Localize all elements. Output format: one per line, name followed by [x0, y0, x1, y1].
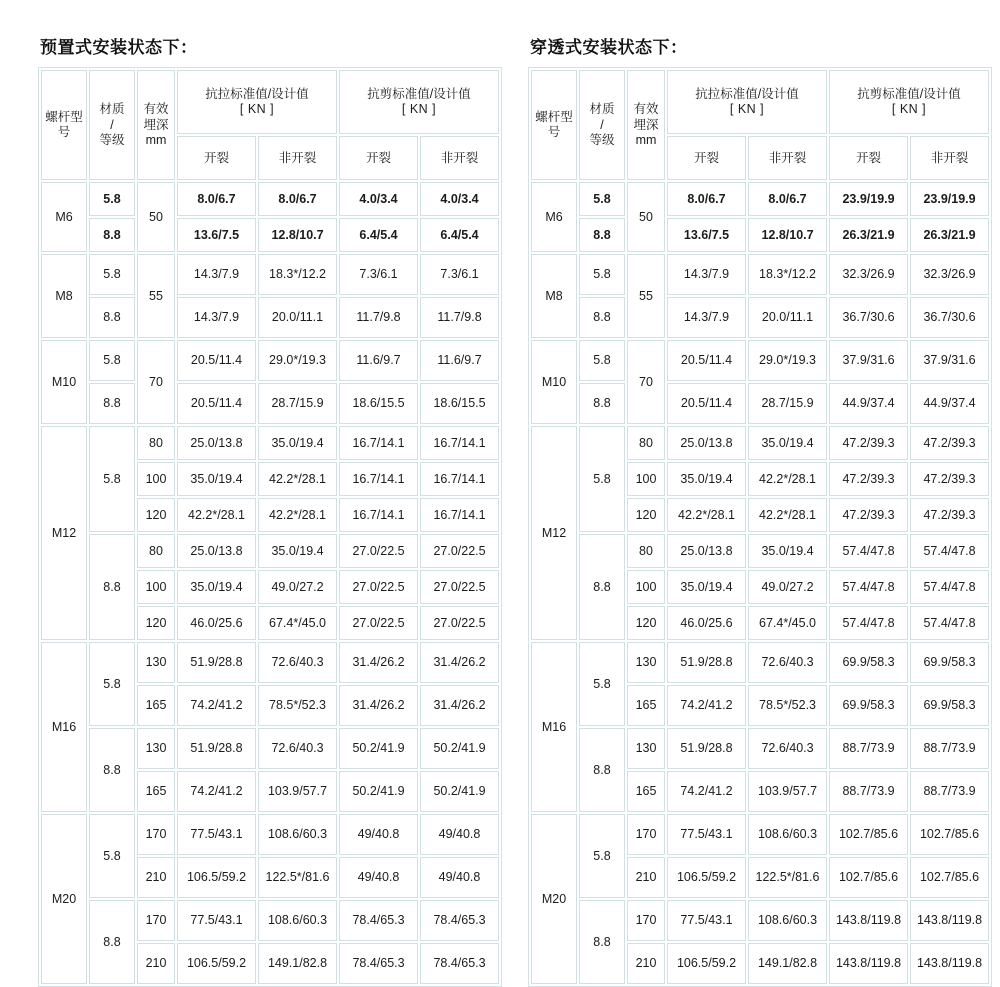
cell-shear-cracked: 27.0/22.5 — [339, 570, 418, 604]
table-row — [41, 728, 499, 769]
cell-shear-cracked: 49/40.8 — [339, 814, 418, 855]
table-row — [531, 297, 989, 338]
cell-shear-uncracked: 50.2/41.9 — [420, 771, 499, 812]
table-row — [41, 182, 499, 216]
cell-shear-uncracked: 37.9/31.6 — [910, 340, 989, 381]
cell-depth: 170 — [137, 814, 175, 855]
cell-shear-cracked: 143.8/119.8 — [829, 943, 908, 984]
cell-shear-uncracked: 57.4/47.8 — [910, 534, 989, 568]
cell-shear-cracked: 143.8/119.8 — [829, 900, 908, 941]
cell-tension-cracked: 35.0/19.4 — [177, 570, 256, 604]
header-depth — [137, 70, 175, 180]
cell-depth: 120 — [137, 606, 175, 640]
cell-shear-cracked: 102.7/85.6 — [829, 814, 908, 855]
spec-table — [38, 67, 502, 987]
cell-depth: 170 — [627, 900, 665, 941]
cell-grade: 5.8 — [89, 340, 135, 381]
cell-shear-uncracked: 27.0/22.5 — [420, 570, 499, 604]
cell-shear-uncracked: 6.4/5.4 — [420, 218, 499, 252]
cell-grade: 5.8 — [579, 254, 625, 295]
cell-depth: 120 — [627, 498, 665, 532]
cell-tension-uncracked: 149.1/82.8 — [258, 943, 337, 984]
cell-tension-uncracked: 72.6/40.3 — [258, 728, 337, 769]
cell-tension-uncracked: 20.0/11.1 — [748, 297, 827, 338]
cell-depth: 80 — [137, 426, 175, 460]
cell-depth: 100 — [627, 570, 665, 604]
cell-shear-cracked: 78.4/65.3 — [339, 943, 418, 984]
header-model: 螺杆型号 — [41, 70, 87, 180]
cell-shear-cracked: 16.7/14.1 — [339, 426, 418, 460]
cell-shear-cracked: 78.4/65.3 — [339, 900, 418, 941]
cell-tension-cracked: 35.0/19.4 — [667, 462, 746, 496]
table-row — [41, 340, 499, 381]
cell-grade: 8.8 — [579, 728, 625, 812]
cell-depth: 130 — [137, 642, 175, 683]
cell-tension-cracked: 42.2*/28.1 — [667, 498, 746, 532]
table-row — [41, 218, 499, 252]
cell-grade: 5.8 — [579, 340, 625, 381]
cell-tension-uncracked: 28.7/15.9 — [748, 383, 827, 424]
cell-depth: 210 — [137, 943, 175, 984]
cell-grade: 8.8 — [89, 383, 135, 424]
cell-shear-cracked: 88.7/73.9 — [829, 771, 908, 812]
header-shear-unit: [ KN ] — [401, 102, 437, 117]
cell-tension-cracked: 25.0/13.8 — [177, 426, 256, 460]
cell-shear-cracked: 37.9/31.6 — [829, 340, 908, 381]
cell-tension-cracked: 25.0/13.8 — [667, 426, 746, 460]
cell-tension-cracked: 106.5/59.2 — [667, 857, 746, 898]
cell-grade: 5.8 — [579, 426, 625, 532]
cell-depth: 210 — [627, 857, 665, 898]
cell-shear-cracked: 11.7/9.8 — [339, 297, 418, 338]
cell-tension-uncracked: 67.4*/45.0 — [258, 606, 337, 640]
cell-shear-uncracked: 49/40.8 — [420, 814, 499, 855]
header-shear-group: 抗剪标准值/设计值 [ KN ] — [339, 70, 499, 134]
cell-tension-uncracked: 35.0/19.4 — [748, 426, 827, 460]
spec-panel-1 — [38, 38, 491, 971]
cell-depth: 120 — [137, 498, 175, 532]
cell-shear-uncracked: 44.9/37.4 — [910, 383, 989, 424]
cell-tension-cracked: 77.5/43.1 — [667, 814, 746, 855]
cell-shear-cracked: 88.7/73.9 — [829, 728, 908, 769]
cell-shear-uncracked: 88.7/73.9 — [910, 771, 989, 812]
table-row — [531, 900, 989, 941]
cell-tension-cracked: 77.5/43.1 — [177, 900, 256, 941]
cell-depth: 100 — [137, 570, 175, 604]
cell-shear-uncracked: 49/40.8 — [420, 857, 499, 898]
cell-tension-uncracked: 78.5*/52.3 — [748, 685, 827, 726]
cell-tension-cracked: 14.3/7.9 — [177, 297, 256, 338]
header-tension-unit: [ KN ] — [239, 102, 275, 117]
table-row — [41, 814, 499, 855]
cell-model-M8: M8 — [531, 254, 577, 338]
cell-tension-cracked: 77.5/43.1 — [667, 900, 746, 941]
cell-shear-uncracked: 32.3/26.9 — [910, 254, 989, 295]
cell-tension-cracked: 25.0/13.8 — [177, 534, 256, 568]
cell-tension-uncracked: 35.0/19.4 — [748, 534, 827, 568]
cell-depth: 50 — [137, 182, 175, 252]
cell-tension-uncracked: 28.7/15.9 — [258, 383, 337, 424]
cell-tension-uncracked: 42.2*/28.1 — [748, 498, 827, 532]
table-row — [41, 534, 499, 568]
cell-depth: 100 — [627, 462, 665, 496]
cell-grade: 8.8 — [579, 534, 625, 640]
header-tension-uncracked: 非开裂 — [258, 136, 337, 180]
cell-shear-uncracked: 57.4/47.8 — [910, 570, 989, 604]
cell-shear-uncracked: 31.4/26.2 — [420, 642, 499, 683]
cell-shear-uncracked: 47.2/39.3 — [910, 462, 989, 496]
cell-model-M10: M10 — [531, 340, 577, 424]
cell-shear-cracked: 50.2/41.9 — [339, 771, 418, 812]
header-shear-group: 抗剪标准值/设计值 [ KN ] — [829, 70, 989, 134]
cell-tension-cracked: 74.2/41.2 — [667, 685, 746, 726]
cell-shear-cracked: 50.2/41.9 — [339, 728, 418, 769]
cell-shear-cracked: 27.0/22.5 — [339, 606, 418, 640]
header-shear-cracked: 开裂 — [829, 136, 908, 180]
cell-model-M6: M6 — [41, 182, 87, 252]
cell-shear-cracked: 16.7/14.1 — [339, 498, 418, 532]
header-tension-unit: [ KN ] — [729, 102, 765, 117]
cell-shear-uncracked: 16.7/14.1 — [420, 426, 499, 460]
cell-tension-cracked: 106.5/59.2 — [667, 943, 746, 984]
cell-shear-uncracked: 57.4/47.8 — [910, 606, 989, 640]
cell-tension-uncracked: 103.9/57.7 — [258, 771, 337, 812]
cell-shear-cracked: 32.3/26.9 — [829, 254, 908, 295]
cell-shear-cracked: 26.3/21.9 — [829, 218, 908, 252]
cell-shear-cracked: 27.0/22.5 — [339, 534, 418, 568]
header-grade — [89, 70, 135, 180]
cell-grade: 8.8 — [579, 383, 625, 424]
cell-tension-uncracked: 35.0/19.4 — [258, 534, 337, 568]
cell-model-M20: M20 — [531, 814, 577, 984]
cell-shear-cracked: 23.9/19.9 — [829, 182, 908, 216]
cell-tension-uncracked: 8.0/6.7 — [258, 182, 337, 216]
cell-tension-uncracked: 8.0/6.7 — [748, 182, 827, 216]
table-row — [531, 814, 989, 855]
cell-shear-uncracked: 16.7/14.1 — [420, 462, 499, 496]
cell-tension-cracked: 14.3/7.9 — [667, 254, 746, 295]
table-header-row-primary — [531, 70, 989, 134]
header-shear-unit: [ KN ] — [891, 102, 927, 117]
table-row — [531, 534, 989, 568]
cell-tension-cracked: 13.6/7.5 — [667, 218, 746, 252]
cell-depth: 80 — [627, 426, 665, 460]
cell-tension-uncracked: 49.0/27.2 — [748, 570, 827, 604]
cell-tension-cracked: 8.0/6.7 — [667, 182, 746, 216]
cell-model-M12: M12 — [531, 426, 577, 640]
cell-tension-uncracked: 149.1/82.8 — [748, 943, 827, 984]
cell-shear-uncracked: 36.7/30.6 — [910, 297, 989, 338]
table-row — [41, 642, 499, 683]
cell-tension-cracked: 20.5/11.4 — [667, 340, 746, 381]
table-row — [531, 728, 989, 769]
cell-grade: 8.8 — [89, 218, 135, 252]
cell-shear-uncracked: 102.7/85.6 — [910, 857, 989, 898]
table-row — [41, 900, 499, 941]
cell-grade: 5.8 — [579, 182, 625, 216]
cell-grade: 8.8 — [89, 728, 135, 812]
cell-shear-cracked: 36.7/30.6 — [829, 297, 908, 338]
cell-tension-cracked: 42.2*/28.1 — [177, 498, 256, 532]
cell-depth: 100 — [137, 462, 175, 496]
cell-depth: 120 — [627, 606, 665, 640]
cell-shear-cracked: 31.4/26.2 — [339, 642, 418, 683]
cell-shear-cracked: 57.4/47.8 — [829, 606, 908, 640]
cell-tension-uncracked: 18.3*/12.2 — [258, 254, 337, 295]
cell-shear-cracked: 18.6/15.5 — [339, 383, 418, 424]
cell-grade: 8.8 — [579, 218, 625, 252]
cell-shear-uncracked: 88.7/73.9 — [910, 728, 989, 769]
cell-tension-cracked: 14.3/7.9 — [667, 297, 746, 338]
cell-shear-uncracked: 102.7/85.6 — [910, 814, 989, 855]
cell-tension-cracked: 25.0/13.8 — [667, 534, 746, 568]
cell-tension-uncracked: 67.4*/45.0 — [748, 606, 827, 640]
cell-tension-uncracked: 12.8/10.7 — [748, 218, 827, 252]
cell-shear-uncracked: 143.8/119.8 — [910, 900, 989, 941]
cell-tension-uncracked: 29.0*/19.3 — [748, 340, 827, 381]
cell-shear-cracked: 47.2/39.3 — [829, 498, 908, 532]
header-depth-line-2: 埋深 — [633, 117, 659, 132]
cell-depth: 70 — [627, 340, 665, 424]
header-depth-line-3: mm — [145, 133, 167, 148]
cell-shear-uncracked: 26.3/21.9 — [910, 218, 989, 252]
table-row — [41, 254, 499, 295]
cell-shear-uncracked: 31.4/26.2 — [420, 685, 499, 726]
cell-shear-cracked: 57.4/47.8 — [829, 570, 908, 604]
cell-tension-cracked: 106.5/59.2 — [177, 857, 256, 898]
cell-shear-uncracked: 4.0/3.4 — [420, 182, 499, 216]
cell-depth: 165 — [627, 771, 665, 812]
header-grade-line-1: 材质 — [99, 101, 125, 116]
cell-shear-uncracked: 11.7/9.8 — [420, 297, 499, 338]
header-tension-group: 抗拉标准值/设计值 [ KN ] — [177, 70, 337, 134]
cell-grade: 5.8 — [89, 642, 135, 726]
header-model: 螺杆型号 — [531, 70, 577, 180]
cell-tension-uncracked: 49.0/27.2 — [258, 570, 337, 604]
cell-grade: 5.8 — [89, 254, 135, 295]
header-grade — [579, 70, 625, 180]
cell-depth: 130 — [627, 728, 665, 769]
header-tension-cracked: 开裂 — [177, 136, 256, 180]
cell-tension-cracked: 74.2/41.2 — [177, 771, 256, 812]
cell-model-M20: M20 — [41, 814, 87, 984]
cell-grade: 8.8 — [89, 534, 135, 640]
cell-shear-uncracked: 16.7/14.1 — [420, 498, 499, 532]
cell-shear-uncracked: 50.2/41.9 — [420, 728, 499, 769]
panel-title: 穿透式安装状态下： — [530, 38, 688, 57]
cell-shear-uncracked: 78.4/65.3 — [420, 900, 499, 941]
cell-depth: 55 — [137, 254, 175, 338]
cell-tension-cracked: 51.9/28.8 — [177, 728, 256, 769]
cell-shear-cracked: 7.3/6.1 — [339, 254, 418, 295]
cell-depth: 50 — [627, 182, 665, 252]
cell-tension-uncracked: 20.0/11.1 — [258, 297, 337, 338]
cell-depth: 130 — [627, 642, 665, 683]
header-grade-line-1: 材质 — [589, 101, 615, 116]
cell-shear-cracked: 44.9/37.4 — [829, 383, 908, 424]
cell-grade: 5.8 — [579, 642, 625, 726]
cell-shear-uncracked: 11.6/9.7 — [420, 340, 499, 381]
cell-shear-uncracked: 69.9/58.3 — [910, 685, 989, 726]
cell-shear-uncracked: 143.8/119.8 — [910, 943, 989, 984]
cell-tension-uncracked: 108.6/60.3 — [258, 900, 337, 941]
header-depth-line-3: mm — [635, 133, 657, 148]
cell-model-M10: M10 — [41, 340, 87, 424]
cell-tension-cracked: 51.9/28.8 — [667, 642, 746, 683]
cell-shear-cracked: 16.7/14.1 — [339, 462, 418, 496]
cell-tension-cracked: 35.0/19.4 — [177, 462, 256, 496]
cell-tension-cracked: 14.3/7.9 — [177, 254, 256, 295]
cell-depth: 165 — [137, 771, 175, 812]
cell-tension-uncracked: 12.8/10.7 — [258, 218, 337, 252]
cell-tension-uncracked: 29.0*/19.3 — [258, 340, 337, 381]
cell-shear-uncracked: 23.9/19.9 — [910, 182, 989, 216]
cell-grade: 8.8 — [579, 297, 625, 338]
table-row — [531, 218, 989, 252]
header-grade-line-3: 等级 — [99, 133, 125, 148]
cell-shear-uncracked: 27.0/22.5 — [420, 606, 499, 640]
cell-depth: 210 — [627, 943, 665, 984]
cell-tension-cracked: 77.5/43.1 — [177, 814, 256, 855]
header-tension-group: 抗拉标准值/设计值 [ KN ] — [667, 70, 827, 134]
cell-shear-cracked: 31.4/26.2 — [339, 685, 418, 726]
cell-tension-uncracked: 122.5*/81.6 — [748, 857, 827, 898]
cell-depth: 55 — [627, 254, 665, 338]
cell-model-M16: M16 — [41, 642, 87, 812]
cell-shear-cracked: 6.4/5.4 — [339, 218, 418, 252]
cell-tension-cracked: 46.0/25.6 — [177, 606, 256, 640]
cell-tension-cracked: 8.0/6.7 — [177, 182, 256, 216]
cell-grade: 5.8 — [89, 814, 135, 898]
cell-shear-uncracked: 47.2/39.3 — [910, 426, 989, 460]
cell-tension-uncracked: 78.5*/52.3 — [258, 685, 337, 726]
cell-tension-cracked: 51.9/28.8 — [177, 642, 256, 683]
cell-shear-uncracked: 7.3/6.1 — [420, 254, 499, 295]
cell-shear-cracked: 102.7/85.6 — [829, 857, 908, 898]
table-row — [41, 426, 499, 460]
cell-tension-cracked: 13.6/7.5 — [177, 218, 256, 252]
cell-model-M12: M12 — [41, 426, 87, 640]
cell-tension-cracked: 20.5/11.4 — [177, 340, 256, 381]
cell-tension-uncracked: 42.2*/28.1 — [258, 462, 337, 496]
table-row — [531, 254, 989, 295]
panel-title: 预置式安装状态下： — [40, 38, 198, 57]
cell-tension-uncracked: 18.3*/12.2 — [748, 254, 827, 295]
cell-tension-cracked: 20.5/11.4 — [177, 383, 256, 424]
cell-tension-uncracked: 42.2*/28.1 — [258, 498, 337, 532]
cell-tension-uncracked: 122.5*/81.6 — [258, 857, 337, 898]
header-depth — [627, 70, 665, 180]
cell-depth: 165 — [137, 685, 175, 726]
cell-grade: 5.8 — [579, 814, 625, 898]
cell-tension-uncracked: 35.0/19.4 — [258, 426, 337, 460]
cell-tension-uncracked: 72.6/40.3 — [748, 642, 827, 683]
header-grade-line-2: / — [600, 117, 604, 132]
table-row — [531, 426, 989, 460]
cell-shear-uncracked: 47.2/39.3 — [910, 498, 989, 532]
cell-shear-uncracked: 27.0/22.5 — [420, 534, 499, 568]
cell-tension-uncracked: 42.2*/28.1 — [748, 462, 827, 496]
cell-depth: 210 — [137, 857, 175, 898]
table-row — [41, 383, 499, 424]
table-row — [41, 297, 499, 338]
cell-model-M6: M6 — [531, 182, 577, 252]
cell-grade: 5.8 — [89, 426, 135, 532]
header-depth-line-1: 有效 — [633, 101, 659, 116]
cell-shear-cracked: 49/40.8 — [339, 857, 418, 898]
header-depth-line-1: 有效 — [143, 101, 169, 116]
table-row — [531, 383, 989, 424]
cell-shear-uncracked: 18.6/15.5 — [420, 383, 499, 424]
cell-depth: 130 — [137, 728, 175, 769]
header-grade-line-3: 等级 — [589, 133, 615, 148]
header-shear-uncracked: 非开裂 — [420, 136, 499, 180]
cell-tension-uncracked: 72.6/40.3 — [748, 728, 827, 769]
spec-table — [528, 67, 992, 987]
cell-tension-uncracked: 108.6/60.3 — [748, 900, 827, 941]
cell-grade: 5.8 — [89, 182, 135, 216]
cell-tension-cracked: 106.5/59.2 — [177, 943, 256, 984]
cell-depth: 80 — [137, 534, 175, 568]
table-row — [531, 340, 989, 381]
cell-shear-uncracked: 78.4/65.3 — [420, 943, 499, 984]
cell-shear-cracked: 69.9/58.3 — [829, 642, 908, 683]
cell-shear-cracked: 47.2/39.3 — [829, 462, 908, 496]
cell-tension-uncracked: 72.6/40.3 — [258, 642, 337, 683]
table-row — [531, 182, 989, 216]
cell-grade: 8.8 — [579, 900, 625, 984]
header-depth-line-2: 埋深 — [143, 117, 169, 132]
cell-tension-cracked: 20.5/11.4 — [667, 383, 746, 424]
cell-tension-cracked: 46.0/25.6 — [667, 606, 746, 640]
table-header-row-primary — [41, 70, 499, 134]
cell-tension-uncracked: 103.9/57.7 — [748, 771, 827, 812]
header-tension-uncracked: 非开裂 — [748, 136, 827, 180]
cell-depth: 165 — [627, 685, 665, 726]
table-row — [531, 642, 989, 683]
cell-depth: 80 — [627, 534, 665, 568]
cell-model-M8: M8 — [41, 254, 87, 338]
header-shear-uncracked: 非开裂 — [910, 136, 989, 180]
cell-grade: 8.8 — [89, 900, 135, 984]
cell-tension-cracked: 74.2/41.2 — [177, 685, 256, 726]
cell-tension-uncracked: 108.6/60.3 — [258, 814, 337, 855]
cell-tension-cracked: 51.9/28.8 — [667, 728, 746, 769]
cell-depth: 170 — [627, 814, 665, 855]
header-shear-cracked: 开裂 — [339, 136, 418, 180]
cell-shear-uncracked: 69.9/58.3 — [910, 642, 989, 683]
header-tension-cracked: 开裂 — [667, 136, 746, 180]
cell-shear-cracked: 11.6/9.7 — [339, 340, 418, 381]
cell-shear-cracked: 47.2/39.3 — [829, 426, 908, 460]
cell-depth: 70 — [137, 340, 175, 424]
cell-shear-cracked: 4.0/3.4 — [339, 182, 418, 216]
header-grade-line-2: / — [110, 117, 114, 132]
cell-shear-cracked: 57.4/47.8 — [829, 534, 908, 568]
cell-depth: 170 — [137, 900, 175, 941]
cell-shear-cracked: 69.9/58.3 — [829, 685, 908, 726]
cell-tension-uncracked: 108.6/60.3 — [748, 814, 827, 855]
cell-model-M16: M16 — [531, 642, 577, 812]
cell-grade: 8.8 — [89, 297, 135, 338]
spec-panel-2 — [528, 38, 983, 971]
cell-tension-cracked: 35.0/19.4 — [667, 570, 746, 604]
cell-tension-cracked: 74.2/41.2 — [667, 771, 746, 812]
